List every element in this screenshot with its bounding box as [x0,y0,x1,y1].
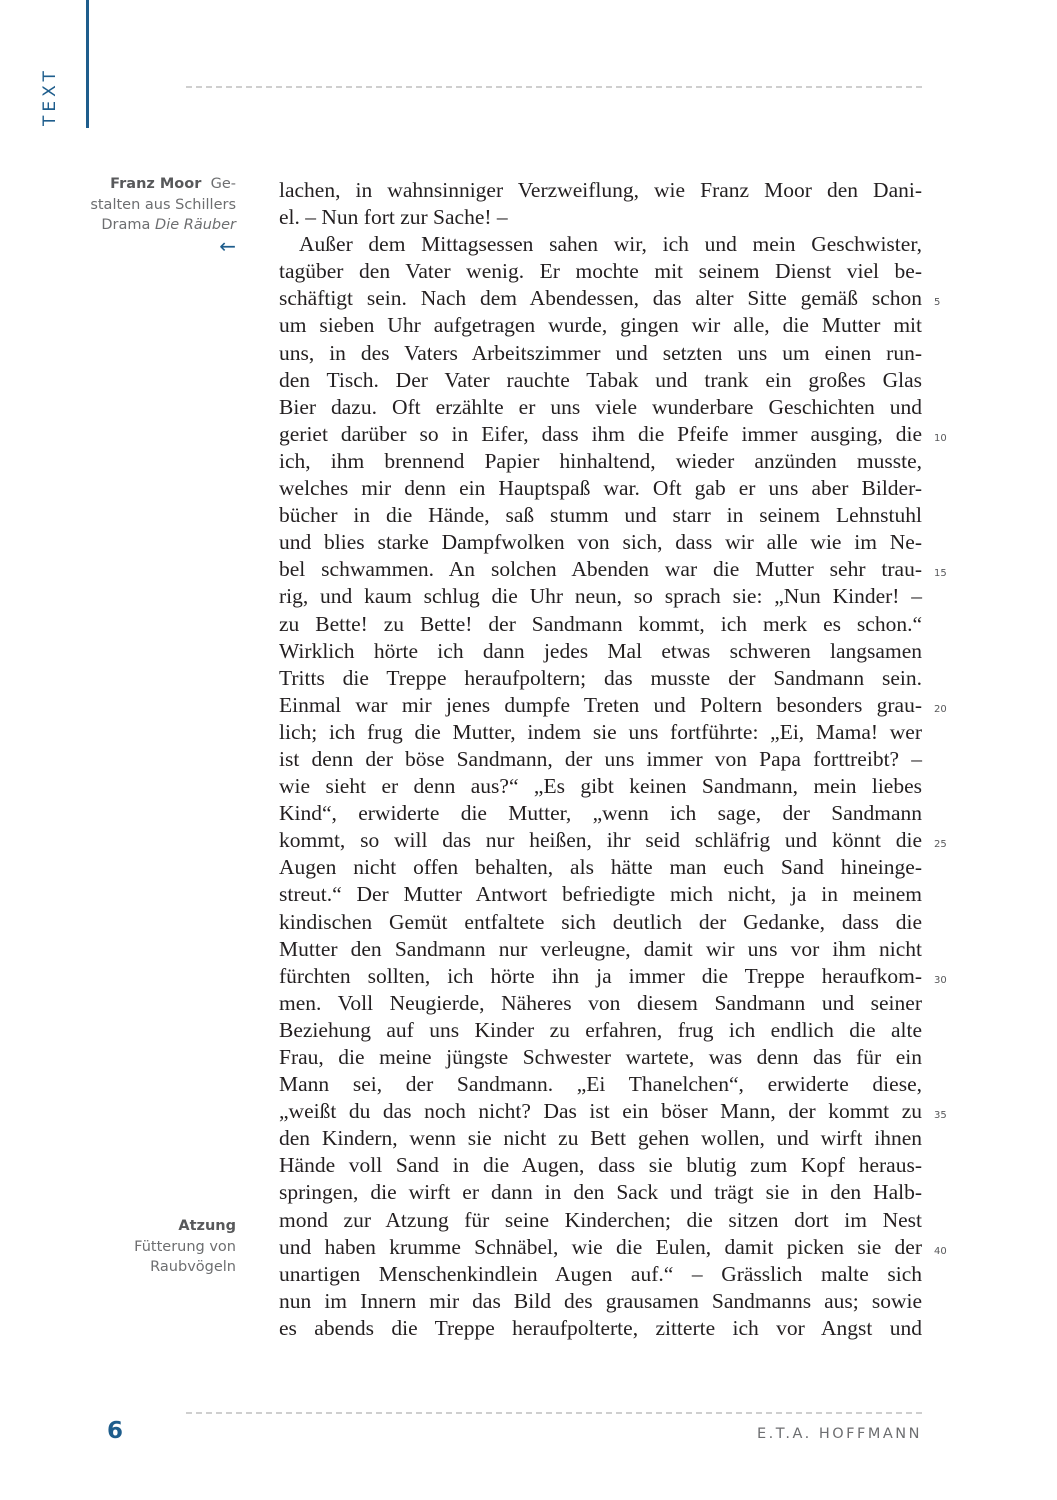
page-number: 6 [107,1418,124,1444]
text-line: springen, die wirft er dann in den Sack und trägt sie in den Halb- [279,1180,922,1205]
text-line: nun im Innern mir das Bild des grausamen Sandmanns aus; sowie [279,1288,922,1313]
gloss-line: Fütterung von [134,1238,236,1255]
gloss-line [86,1216,236,1237]
gloss-text: Ge- [210,176,236,192]
line-number: 10 [934,433,947,444]
text-line: uns, in des Vaters Arbeitszimmer und setzten uns um einen run- [279,340,922,365]
line-number: 20 [934,704,947,715]
text-line: lachen, in wahnsinniger Verzweiflung, wie Franz Moor den Dani- [279,178,922,202]
gloss-term: Franz Moor [110,176,202,192]
gloss-title: Die Räuber [155,217,236,233]
text-line: Wirklich hörte ich dann jedes Mal etwas schweren langsamen [279,638,922,663]
line-number: 5 [934,297,941,308]
section-label: TEXT [40,67,60,126]
text-line: men. Voll Neugierde, Näheres von diesem Sandmann und seiner [279,990,922,1015]
text-line: und blies starke Dampfwolken von sich, dass wir alle wie im Ne- [279,530,922,555]
top-rule [186,86,922,88]
text-line: mond zur Atzung für seine Kinderchen; die sitzen dort im Nest [279,1207,922,1232]
section-tab [0,0,89,128]
text-line: Einmal war mir jenes dumpfe Treten und Poltern besonders grau- [279,692,922,717]
text-line: lich; ich frug die Mutter, indem sie uns fortführte: „Ei, Mama! wer [279,719,922,744]
text-line: tagüber den Vater wenig. Er mochte mit seinem Dienst viel be- [279,259,922,284]
body-text [279,177,922,1342]
text-line: Mutter den Sandmann nur verleugne, damit wir uns vor ihm nicht [279,936,922,961]
line-number: 25 [934,839,947,850]
text-line: und haben krumme Schnäbel, wie die Eulen, damit picken sie der [279,1234,922,1259]
text-line: Mann sei, der Sandmann. „Ei Thanelchen“, erwiderte diese, [279,1072,922,1097]
text-line: geriet darüber so in Eifer, dass ihm die Pfeife immer ausging, die [279,421,922,446]
text-line: um sieben Uhr aufgetragen wurde, gingen wir alle, die Mutter mit [279,313,922,338]
gloss-atzung [86,1216,236,1278]
text-line: den Kindern, wenn sie nicht zu Bett gehen wollen, und wirft ihnen [279,1126,922,1151]
text-line: bel schwammen. An solchen Abenden war die Mutter sehr trau- [279,557,922,582]
text-line: Frau, die meine jüngste Schwester wartete, was denn das für ein [279,1045,922,1069]
text-line: Hände voll Sand in die Augen, dass sie blutig zum Kopf heraus- [279,1153,922,1178]
bottom-rule [186,1412,922,1414]
left-arrow-icon: ← [219,234,236,258]
text-line: schäftigt sein. Nach dem Abendessen, das alter Sitte gemäß schon [279,286,922,311]
gloss-line: Raubvögeln [150,1259,236,1275]
text-line: zu Bette! zu Bette! der Sandmann kommt, ich merk es schon.“ [279,611,922,636]
text-line: kindischen Gemüt entfaltete sich deutlich der Gedanke, dass die [279,909,922,934]
gloss-line [86,215,236,236]
text-line: wie sieht er denn aus?“ „Es gibt keinen Sandmann, mein liebes [279,774,922,799]
text-line: Beziehung auf uns Kinder zu erfahren, frug ich endlich die alte [279,1017,922,1042]
text-line: welches mir denn ein Hauptspaß war. Oft gab er uns aber Bilder- [279,476,922,501]
text-line: Tritts die Treppe heraufpoltern; das musste der Sandmann sein. [279,665,922,690]
text-line: Kind“, erwiderte die Mutter, „wenn ich sage, der Sandmann [279,801,922,826]
line-number: 40 [934,1246,947,1257]
text-line: Augen nicht offen behalten, als hätte man euch Sand hineinge- [279,855,922,880]
gloss-line [86,174,236,195]
text-line: Außer dem Mittagsessen sahen wir, ich und mein Geschwister, [299,232,922,257]
text-line: es abends die Treppe heraufpolterte, zitterte ich vor Angst und [279,1315,922,1340]
text-line: ist denn der böse Sandmann, der uns immer von Papa forttreibt? – [279,746,922,771]
text-line: fürchten sollten, ich hörte ihn ja immer die Treppe heraufkom- [279,963,922,988]
text-line: ich, ihm brennend Papier hinhaltend, wieder anzünden musste, [279,448,922,473]
text-line: streut.“ Der Mutter Antwort befriedigte mich nicht, ja in meinem [279,882,922,907]
gloss-line: stalten aus Schillers [90,196,236,213]
text-line: den Tisch. Der Vater rauchte Tabak und trank ein großes Glas [279,367,922,392]
text-line: kommt, so will das nur heißen, ihr seid schläfrig und könnt die [279,828,922,853]
gloss-term: Atzung [178,1218,236,1234]
text-line: „weißt du das noch nicht? Das ist ein böser Mann, der kommt zu [279,1099,922,1124]
text-line: Bier dazu. Oft erzählte er uns viele wunderbare Geschichten und [279,394,922,419]
line-number: 35 [934,1110,947,1121]
text-line: rig, und kaum schlug die Uhr neun, so sprach sie: „Nun Kinder! – [279,584,922,609]
text-line: el. – Nun fort zur Sache! – [279,205,508,230]
running-footer: E.T.A. HOFFMANN [756,1426,922,1442]
line-number: 30 [934,975,947,986]
line-number: 15 [934,568,947,579]
text-line: bücher in die Hände, saß stumm und starr in seinem Lehnstuhl [279,503,922,528]
gloss-franz-moor [86,174,236,236]
text-line: unartigen Menschenkindlein Augen auf.“ – Grässlich malte sich [279,1261,922,1286]
gloss-text: Drama [101,217,156,233]
